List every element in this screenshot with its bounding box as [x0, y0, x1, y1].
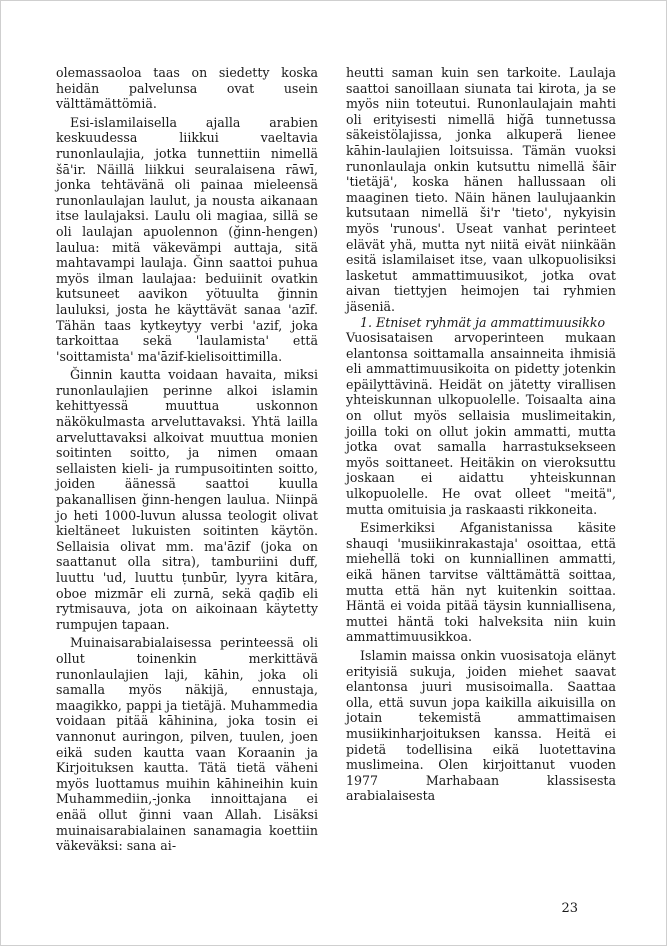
- page-number: 23: [561, 901, 578, 916]
- paragraph: heutti saman kuin sen tarkoite. Laulaja saattoi sanoillaan siunata tai kirota, ja se myös niin toteutui. Runonlaulajain mahti oli erityisesti nimellä hiğā tunnetussa säkeistölajissa, jonka alkuperä lienee kāhin-laulajien loitsuissa. Tämän vuoksi runonlaulaja onkin kutsuttu nimellä šāir 'tietäjä', koska hänen hallussaan oli maaginen tieto. Näin hänen laulujaankin kutsutaan nimellä ši'r 'tieto', nykyisin myös 'runous'. Useat vanhat perinteet elävät yhä, mutta nyt niitä eivät niinkään esitä islamilaiset itse, vaan ulkopuolisiksi lasketut ammattimuusikot, jotka ovat aivan tiettyjen heimojen tai ryhmien jäseniä.: [346, 65, 616, 314]
- right-column: [346, 65, 616, 804]
- paragraph: Vuosisataisen arvoperinteen mukaan elantonsa soittamalla ansainneita ihmisiä eli ammattimuusikoita on pidetty jotenkin epäilyttävinä. Heidät on jätetty virallisen yhteiskunnan ulkopuolelle. Toisaalta aina on ollut myös sellaisia muslimeitakin, joilla toki on ollut jokin ammatti, mutta jotka ovat samalla harrastuksekseen myös soittaneet. Heitäkin on vieroksuttu joskaan ei aidattu yhteiskunnan ulkopuolelle. He ovat olleet "meitä", mutta omituisia ja raskaasti rikkoneita.: [346, 330, 616, 517]
- left-column: [56, 65, 318, 854]
- paragraph: Islamin maissa onkin vuosisatoja elänyt erityisiä sukuja, joiden miehet saavat elantonsa juuri musisoimalla. Saattaa olla, että suvun jopa kaikilla aikuisilla on jotain tekemistä ammattimaisen musiikinharjoituksen kanssa. Heitä ei pidetä todellisina eikä luotettavina muslimeina. Olen kirjoittanut vuoden 1977 Marhabaan klassisesta arabialaisesta: [346, 647, 616, 804]
- paragraph: Muinaisarabialaisessa perinteessä oli ollut toinenkin merkittävä runonlaulajien laji, kāhin, joka oli samalla myös näkijä, ennustaja, maagikko, pappi ja tietäjä. Muhammedia voidaan pitää kāhinina, joka tosin ei vannonut auringon, pilven, tuulen, joen eikä suden kautta vaan Koraanin ja Kirjoituksen kautta. Tätä tietä väheni myös luottamus muihin kāhineihin kuin Muhammediin,-jonka innoittajana ei enää ollut ğinni vaan Allah. Lisäksi muinaisarabialainen sanamagia koettiin väkeväksi: sana ai-: [56, 635, 318, 854]
- paragraph: Ğinnin kautta voidaan havaita, miksi runonlaulajien perinne alkoi islamin kehittyessä muuttua uskonnon näkökulmasta arveluttavaksi. Yhtä lailla arveluttavaksi alkoivat muuttua monien soitinten soitto, ja nimen omaan sellaisten kieli- ja rumpusoitinten soitto, joiden äänessä saattoi kuulla pakanallisen ğinn-hengen laulua. Niinpä jo heti 1000-luvun alussa teologit olivat kieltäneet lukuisten soitinten käytön. Sellaisia olivat mm. ma'āzif (joka on saattanut olla sitra), tamburiini duff, luuttu 'ud, luuttu ṭunbūr, lyyra kitāra, oboe mizmār eli zurnā, sekä qaḍīb eli rytmisauva, jota on aikoinaan käytetty rumpujen tapaan.: [56, 367, 318, 632]
- paragraph: Esimerkiksi Afganistanissa käsite shauqi 'musiikinrakastaja' osoittaa, että miehellä toki on kunniallinen ammatti, eikä hänen tarvitse välttämättä soittaa, mutta että hän nyt kuitenkin soittaa. Häntä ei voida pitää täysin kunniallisena, muttei häntä toki halveksita niin kuin ammattimuusikkoa.: [346, 520, 616, 645]
- section-heading: 1. Etniset ryhmät ja ammattimuusikko: [360, 314, 606, 330]
- paragraph: olemassaoloa taas on siedetty koska heidän palvelunsa ovat usein välttämättömiä.: [56, 65, 318, 112]
- paragraph: Esi-islamilaisella ajalla arabien keskuudessa liikkui vaeltavia runonlaulajia, jotka tunnettiin nimellä šā'ir. Näillä liikkui seuralaisena rāwī, jonka tehtävänä oli painaa mieleensä runonlaulajan laulut, ja nousta aikanaan itse laulajaksi. Laulu oli magiaa, sillä se oli laulajan apuolennon (ğinn-hengen) laulua: mitä väkevämpi auttaja, sitä mahtavampi laulaja. Ğinn saattoi puhua myös ilman laulajaa: beduiinit ovatkin kutsuneet aavikon yötuulta ğinnin lauluksi, josta he käyttävät sanaa 'azīf. Tähän taas kytkeytyy verbi 'azif, joka tarkoittaa sekä 'laulamista' että 'soittamista' ma'āzif-kielisoittimilla.: [56, 114, 318, 364]
